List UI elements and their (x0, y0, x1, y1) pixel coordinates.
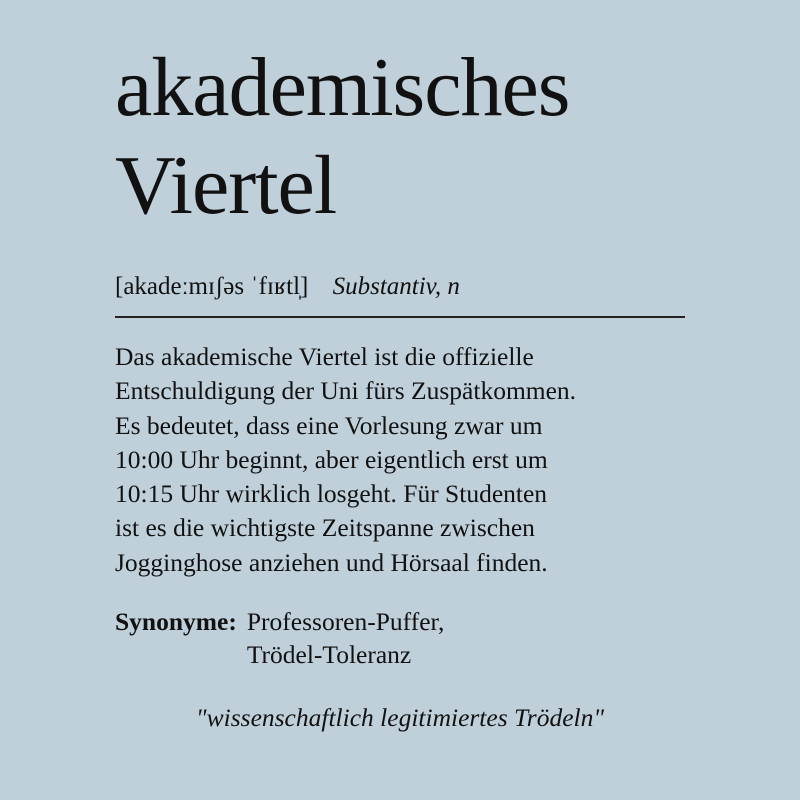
synonym-item: Trödel-Toleranz (246, 640, 412, 669)
quote: "wissenschaftlich legitimiertes Trödeln" (195, 703, 605, 732)
definition-line: ist es die wichtigste Zeitspanne zwischen (115, 513, 535, 543)
synonyms-section (115, 605, 444, 671)
definition-line: 10:15 Uhr wirklich losgeht. Für Studenten (115, 479, 548, 509)
synonyms-label: Synonyme: (115, 607, 237, 636)
pronunciation: [akadeːmɪʃəs ˈfɪʁtl̩] (115, 273, 309, 300)
synonym-item: Professoren-Puffer, (246, 607, 445, 636)
headword-line-2: Viertel (115, 139, 337, 232)
part-of-speech: Substantiv, n (332, 273, 460, 300)
definition-line: Entschuldigung der Uni fürs Zuspätkommen. (115, 376, 577, 406)
definition-line: 10:00 Uhr beginnt, aber eigentlich erst um (115, 444, 548, 474)
definition-line: Das akademische Viertel ist die offizielle (115, 342, 534, 371)
synonyms-list (247, 605, 445, 671)
definition-line: Jogginghose anziehen und Hörsaal finden. (115, 547, 548, 577)
definition-line: Es bedeutet, dass eine Vorlesung zwar um (115, 410, 543, 440)
definition (115, 340, 715, 580)
headword-line-1: akademisches (115, 41, 570, 134)
pronunciation-row (115, 272, 460, 302)
divider-line (115, 316, 685, 318)
headword (115, 41, 715, 232)
